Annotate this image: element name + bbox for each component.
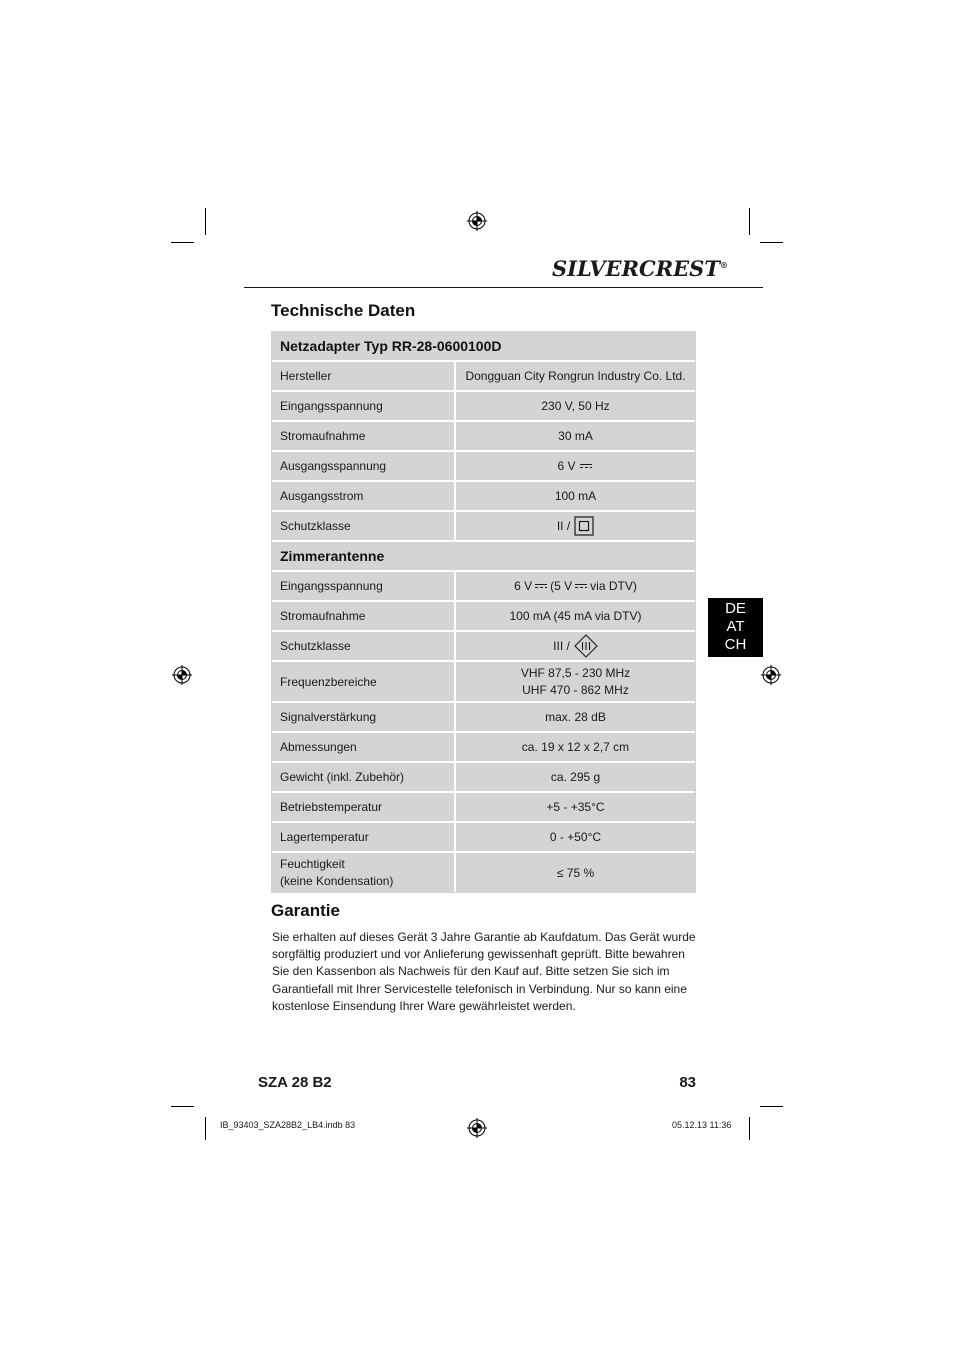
value-line: VHF 87,5 - 230 MHz (520, 665, 631, 680)
crop-mark-bottom-right-v (749, 1117, 750, 1140)
row-value: 30 mA (558, 429, 593, 443)
crop-mark-bottom-left-h (171, 1106, 194, 1107)
table-row (272, 602, 695, 632)
value-line: UHF 470 - 862 MHz (522, 682, 629, 697)
table-row (272, 362, 695, 392)
table-row (272, 452, 695, 482)
crop-mark-top-right-v (749, 208, 750, 235)
row-label: Abmessungen (272, 733, 456, 761)
row-label: Frequenzbereiche (272, 662, 456, 701)
label-line: (keine Kondensation) (280, 873, 394, 888)
row-label: Stromaufnahme (272, 422, 456, 450)
row-label: Betriebstemperatur (272, 793, 456, 821)
group-title-zimmerantenne: Zimmerantenne (272, 542, 695, 572)
row-value: +5 - +35°C (546, 800, 605, 814)
row-label: Signalverstärkung (272, 703, 456, 731)
value-text: via DTV) (590, 579, 637, 593)
row-label: Ausgangsspannung (272, 452, 456, 480)
crop-mark-bottom-right-h (760, 1106, 783, 1107)
table-row (272, 853, 695, 892)
table-row (272, 392, 695, 422)
page-number: 83 (679, 1074, 696, 1091)
table-row (272, 733, 695, 763)
warranty-text: Sie erhalten auf dieses Gerät 3 Jahre Garantie ab Kaufdatum. Das Gerät wurde sorgfältig produziert und vor Anlieferung gewissenhaft geprüft. Bitte bewahren Sie den Kassenbon als Nachweis für den Kauf auf. Bitte setzen Sie sich im Garantiefall mit Ihrer Servicestelle telefonisch in Verbindung. Nur so kann eine kostenlose Einsendung Ihrer Ware gewährleistet werden. (272, 930, 696, 1013)
row-label: Ausgangsstrom (272, 482, 456, 510)
row-value: ca. 19 x 12 x 2,7 cm (521, 740, 630, 754)
registration-mark-icon (761, 665, 781, 685)
dc-current-symbol-icon (535, 583, 547, 589)
row-value (456, 512, 695, 540)
group-title-netzadapter: Netzadapter Typ RR-28-0600100D (272, 332, 695, 362)
crop-mark-top-right-h (760, 242, 783, 243)
table-row (272, 763, 695, 793)
row-label: Gewicht (inkl. Zubehör) (272, 763, 456, 791)
row-value: max. 28 dB (545, 710, 606, 724)
row-label: Hersteller (272, 362, 456, 390)
crop-mark-top-left-h (171, 242, 194, 243)
header-rule (244, 287, 763, 288)
table-row (272, 572, 695, 602)
spec-table (271, 331, 696, 893)
row-value (456, 662, 695, 701)
row-label: Eingangsspannung (272, 572, 456, 600)
value-text: II / (556, 519, 571, 533)
table-row (272, 482, 695, 512)
table-row (272, 793, 695, 823)
table-row (272, 512, 695, 542)
row-value (456, 632, 695, 660)
row-label: Schutzklasse (272, 512, 456, 540)
row-value (456, 572, 695, 600)
brand-wordmark: SILVERCREST (552, 256, 720, 281)
table-row (272, 422, 695, 452)
row-value: 100 mA (45 mA via DTV) (509, 609, 642, 623)
registration-mark-icon (467, 1118, 487, 1138)
technical-data-heading: Technische Daten (271, 301, 416, 320)
row-label: Eingangsspannung (272, 392, 456, 420)
dc-current-symbol-icon (575, 583, 587, 589)
slug-filename: IB_93403_SZA28B2_LB4.indb 83 (220, 1120, 356, 1130)
crop-mark-top-left-v (205, 208, 206, 235)
warranty-heading: Garantie (271, 901, 340, 920)
row-value: ≤ 75 % (556, 865, 595, 880)
value-text: III / (553, 639, 570, 653)
table-row (272, 632, 695, 662)
protection-class-iii-icon (574, 634, 598, 658)
row-label: Stromaufnahme (272, 602, 456, 630)
row-label (272, 853, 456, 892)
row-value: 0 - +50°C (549, 830, 602, 844)
value-text: 6 V (514, 579, 533, 593)
row-label: Lagertemperatur (272, 823, 456, 851)
table-row (272, 823, 695, 853)
slug-date: 05.12.13 11:36 (672, 1120, 732, 1130)
language-at: AT (726, 618, 745, 635)
table-row (272, 703, 695, 733)
row-value (456, 452, 695, 480)
language-de: DE (725, 600, 746, 617)
row-label: Schutzklasse (272, 632, 456, 660)
registration-mark-icon (467, 211, 487, 231)
row-value: 100 mA (554, 489, 597, 503)
row-value: 230 V, 50 Hz (541, 399, 610, 413)
language-tab (708, 598, 763, 657)
table-row (272, 662, 695, 703)
row-value: ca. 295 g (550, 770, 601, 784)
dc-current-symbol-icon (580, 463, 592, 469)
model-number: SZA 28 B2 (258, 1074, 332, 1091)
crop-mark-bottom-left-v (205, 1117, 206, 1140)
language-ch: CH (724, 636, 747, 653)
brand-registered: ® (719, 260, 728, 270)
value-text: (5 V (550, 579, 573, 593)
registration-mark-icon (172, 665, 192, 685)
protection-class-ii-icon (574, 516, 594, 536)
label-line: Feuchtigkeit (280, 856, 345, 871)
row-value: Dongguan City Rongrun Industry Co. Ltd. (465, 369, 686, 383)
value-text: 6 V (557, 459, 576, 473)
brand-logo (552, 256, 728, 284)
